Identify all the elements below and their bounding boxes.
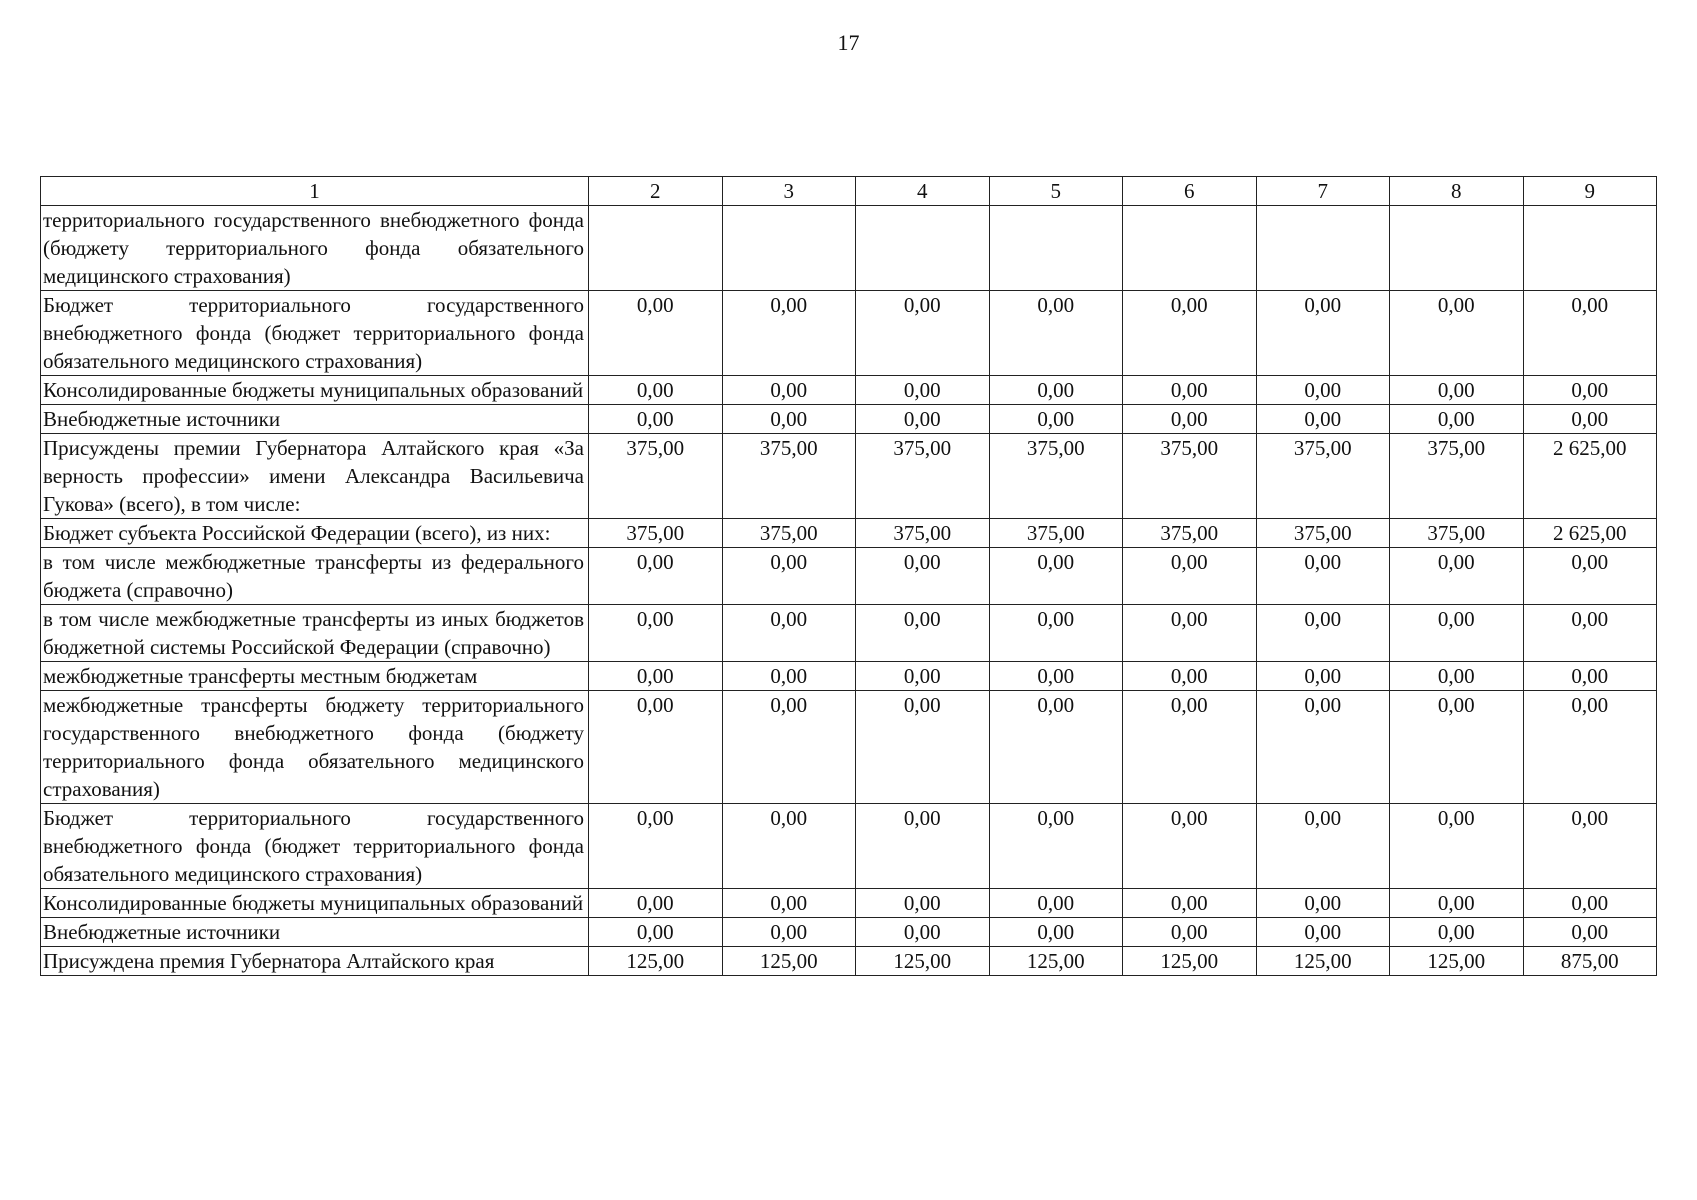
value-cell: 0,00 (589, 405, 723, 434)
table-row (41, 804, 1657, 889)
budget-table (40, 176, 1657, 976)
value-cell: 0,00 (989, 889, 1123, 918)
value-cell: 0,00 (1123, 918, 1257, 947)
value-cell: 0,00 (856, 605, 990, 662)
row-label: Внебюджетные источники (41, 405, 589, 434)
value-cell: 0,00 (1123, 691, 1257, 804)
value-cell: 375,00 (589, 434, 723, 519)
column-header: 5 (989, 177, 1123, 206)
value-cell: 875,00 (1523, 947, 1657, 976)
value-cell: 125,00 (1123, 947, 1257, 976)
value-cell: 0,00 (722, 548, 856, 605)
value-cell (1390, 206, 1524, 291)
value-cell: 375,00 (1390, 519, 1524, 548)
table-row (41, 918, 1657, 947)
column-header: 2 (589, 177, 723, 206)
value-cell (1123, 206, 1257, 291)
row-label: Бюджет территориального государственного внебюджетного фонда (бюджет территориального фонда обязательного медицинского страхования) (41, 804, 589, 889)
value-cell: 0,00 (589, 548, 723, 605)
value-cell: 0,00 (856, 548, 990, 605)
value-cell: 375,00 (989, 434, 1123, 519)
value-cell: 0,00 (1123, 548, 1257, 605)
value-cell (589, 206, 723, 291)
value-cell: 125,00 (722, 947, 856, 976)
value-cell: 0,00 (1523, 548, 1657, 605)
value-cell: 0,00 (1123, 376, 1257, 405)
value-cell: 0,00 (1390, 889, 1524, 918)
value-cell: 125,00 (856, 947, 990, 976)
value-cell: 0,00 (722, 376, 856, 405)
value-cell: 0,00 (1523, 662, 1657, 691)
value-cell: 0,00 (1523, 889, 1657, 918)
value-cell: 0,00 (1256, 291, 1390, 376)
value-cell: 0,00 (722, 405, 856, 434)
row-label: Консолидированные бюджеты муниципальных образований (41, 376, 589, 405)
row-label: Консолидированные бюджеты муниципальных образований (41, 889, 589, 918)
value-cell: 0,00 (989, 405, 1123, 434)
value-cell: 0,00 (1390, 662, 1524, 691)
column-header: 7 (1256, 177, 1390, 206)
value-cell: 0,00 (1390, 548, 1524, 605)
row-label: межбюджетные трансферты бюджету территориального государственного внебюджетного фонда (бюджету территориального фонда обязательного медицинского страхования) (41, 691, 589, 804)
value-cell: 0,00 (722, 605, 856, 662)
value-cell: 375,00 (722, 519, 856, 548)
table-body (41, 206, 1657, 976)
value-cell: 375,00 (589, 519, 723, 548)
row-label: в том числе межбюджетные трансферты из федерального бюджета (справочно) (41, 548, 589, 605)
table-header-row (41, 177, 1657, 206)
value-cell: 125,00 (1256, 947, 1390, 976)
row-label: Бюджет субъекта Российской Федерации (всего), из них: (41, 519, 589, 548)
table-row (41, 434, 1657, 519)
value-cell: 375,00 (856, 519, 990, 548)
value-cell: 0,00 (1256, 889, 1390, 918)
table-row (41, 662, 1657, 691)
value-cell: 0,00 (1523, 291, 1657, 376)
value-cell: 0,00 (1123, 605, 1257, 662)
table-row (41, 889, 1657, 918)
column-header: 1 (41, 177, 589, 206)
table-row (41, 376, 1657, 405)
value-cell: 0,00 (989, 605, 1123, 662)
value-cell: 0,00 (589, 662, 723, 691)
value-cell: 2 625,00 (1523, 519, 1657, 548)
table-row (41, 691, 1657, 804)
value-cell: 125,00 (1390, 947, 1524, 976)
value-cell: 0,00 (1123, 662, 1257, 691)
value-cell: 0,00 (1256, 376, 1390, 405)
value-cell: 0,00 (589, 291, 723, 376)
value-cell: 0,00 (722, 662, 856, 691)
value-cell: 0,00 (856, 691, 990, 804)
column-header: 3 (722, 177, 856, 206)
value-cell (1523, 206, 1657, 291)
table-row (41, 605, 1657, 662)
value-cell: 0,00 (722, 889, 856, 918)
value-cell: 0,00 (1523, 405, 1657, 434)
value-cell: 0,00 (856, 918, 990, 947)
value-cell: 0,00 (1390, 691, 1524, 804)
value-cell: 375,00 (1256, 434, 1390, 519)
budget-table-container (40, 176, 1656, 976)
table-row (41, 947, 1657, 976)
value-cell: 0,00 (856, 662, 990, 691)
value-cell: 0,00 (1256, 405, 1390, 434)
value-cell: 0,00 (989, 548, 1123, 605)
value-cell: 0,00 (1123, 405, 1257, 434)
value-cell: 0,00 (856, 405, 990, 434)
value-cell: 0,00 (1523, 605, 1657, 662)
value-cell: 0,00 (1390, 605, 1524, 662)
value-cell: 0,00 (1256, 605, 1390, 662)
value-cell: 375,00 (1256, 519, 1390, 548)
row-label: территориального государственного внебюджетного фонда (бюджету территориального фонда обязательного медицинского страхования) (41, 206, 589, 291)
value-cell: 0,00 (589, 918, 723, 947)
value-cell: 0,00 (856, 889, 990, 918)
value-cell: 0,00 (856, 804, 990, 889)
table-row (41, 405, 1657, 434)
value-cell: 375,00 (1123, 434, 1257, 519)
value-cell (989, 206, 1123, 291)
value-cell: 0,00 (989, 376, 1123, 405)
value-cell: 0,00 (856, 376, 990, 405)
value-cell: 125,00 (589, 947, 723, 976)
value-cell: 0,00 (989, 691, 1123, 804)
value-cell: 0,00 (1123, 804, 1257, 889)
value-cell (1256, 206, 1390, 291)
value-cell: 0,00 (589, 889, 723, 918)
value-cell: 2 625,00 (1523, 434, 1657, 519)
value-cell: 0,00 (1256, 691, 1390, 804)
value-cell: 375,00 (1123, 519, 1257, 548)
value-cell: 0,00 (1523, 918, 1657, 947)
value-cell: 375,00 (722, 434, 856, 519)
value-cell: 375,00 (1390, 434, 1524, 519)
column-header: 8 (1390, 177, 1524, 206)
value-cell: 0,00 (1123, 889, 1257, 918)
row-label: Присуждены премии Губернатора Алтайского края «За верность профессии» имени Александра Васильевича Гукова» (всего), в том числе: (41, 434, 589, 519)
value-cell: 0,00 (1390, 376, 1524, 405)
value-cell (722, 206, 856, 291)
row-label: в том числе межбюджетные трансферты из иных бюджетов бюджетной системы Российской Федерации (справочно) (41, 605, 589, 662)
value-cell: 0,00 (589, 376, 723, 405)
value-cell: 0,00 (1256, 804, 1390, 889)
table-row (41, 548, 1657, 605)
page-number: 17 (837, 30, 860, 55)
value-cell: 375,00 (856, 434, 990, 519)
value-cell: 0,00 (989, 662, 1123, 691)
value-cell: 0,00 (1390, 405, 1524, 434)
row-label: Внебюджетные источники (41, 918, 589, 947)
value-cell: 0,00 (589, 804, 723, 889)
value-cell: 0,00 (1523, 376, 1657, 405)
value-cell: 0,00 (989, 291, 1123, 376)
value-cell: 0,00 (1523, 804, 1657, 889)
row-label: Присуждена премия Губернатора Алтайского края (41, 947, 589, 976)
value-cell: 0,00 (1123, 291, 1257, 376)
value-cell: 0,00 (856, 291, 990, 376)
value-cell: 0,00 (1390, 291, 1524, 376)
value-cell: 0,00 (1256, 918, 1390, 947)
table-row (41, 291, 1657, 376)
value-cell: 0,00 (1256, 548, 1390, 605)
value-cell: 375,00 (989, 519, 1123, 548)
value-cell: 125,00 (989, 947, 1123, 976)
value-cell: 0,00 (589, 691, 723, 804)
value-cell: 0,00 (722, 918, 856, 947)
value-cell: 0,00 (722, 291, 856, 376)
value-cell: 0,00 (722, 691, 856, 804)
column-header: 9 (1523, 177, 1657, 206)
value-cell: 0,00 (1390, 918, 1524, 947)
value-cell: 0,00 (989, 918, 1123, 947)
row-label: межбюджетные трансферты местным бюджетам (41, 662, 589, 691)
value-cell: 0,00 (989, 804, 1123, 889)
table-row (41, 519, 1657, 548)
column-header: 4 (856, 177, 990, 206)
value-cell: 0,00 (589, 605, 723, 662)
value-cell: 0,00 (1390, 804, 1524, 889)
value-cell: 0,00 (1256, 662, 1390, 691)
table-row (41, 206, 1657, 291)
column-header: 6 (1123, 177, 1257, 206)
value-cell: 0,00 (1523, 691, 1657, 804)
value-cell: 0,00 (722, 804, 856, 889)
row-label: Бюджет территориального государственного внебюджетного фонда (бюджет территориального фонда обязательного медицинского страхования) (41, 291, 589, 376)
value-cell (856, 206, 990, 291)
